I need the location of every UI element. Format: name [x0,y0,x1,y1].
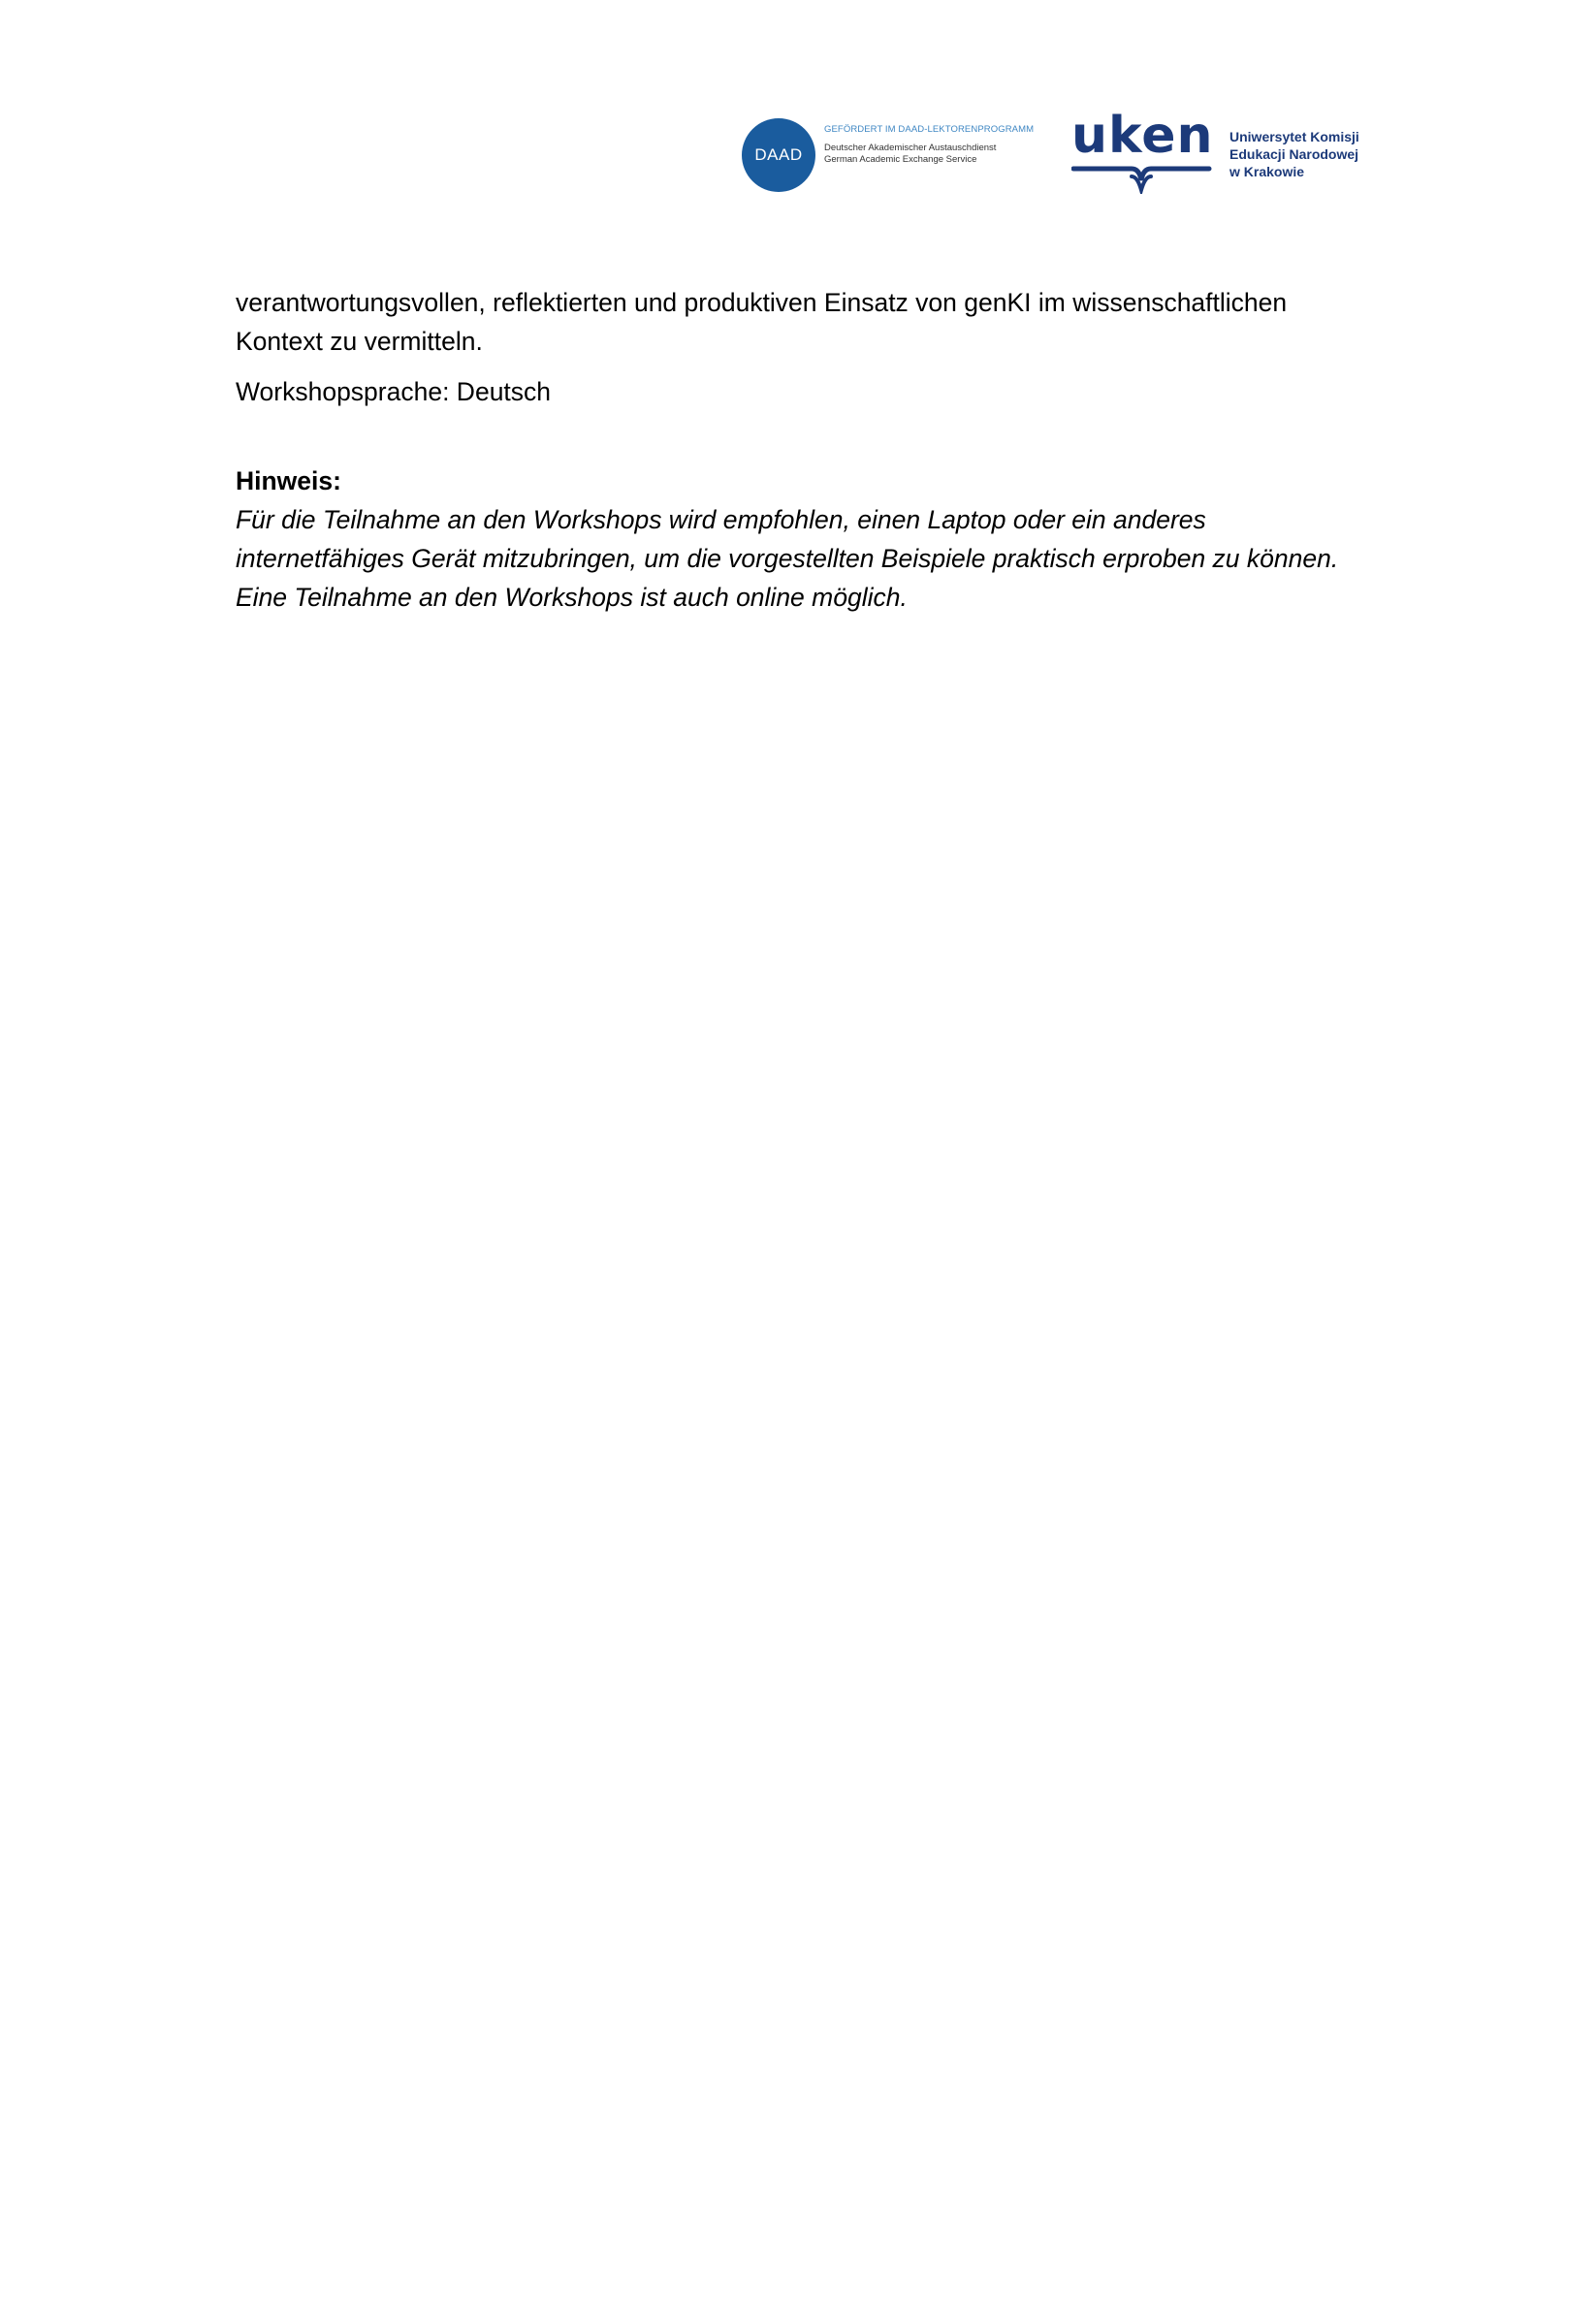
daad-circle-text: DAAD [754,145,803,164]
hint-paragraph [236,500,1389,617]
intro-paragraph [236,283,1389,361]
hint-line-2: internetfähiges Gerät mitzubringen, um die vorgestellten Beispiele praktisch erproben zu können. [236,544,1339,573]
daad-funded-text: GEFÖRDERT IM DAAD-LEKTORENPROGRAMM [824,124,1035,135]
daad-circle-icon [742,118,815,192]
uken-name-line-1: Uniwersytet Komisji [1229,129,1359,144]
uken-wordmark: uken [1071,107,1214,165]
uken-name-block [1229,128,1404,180]
intro-line-2: Kontext zu vermitteln. [236,327,483,356]
intro-line-1: verantwortungsvollen, reflektierten und produktiven Einsatz von genKI im wissenschaftlichen [236,288,1288,317]
hint-line-3: Eine Teilnahme an den Workshops ist auch online möglich. [236,583,908,612]
document-body [236,283,1389,617]
daad-logo [742,118,1035,194]
daad-name-de: Deutscher Akademischer Austauschdienst [824,143,997,153]
workshop-language: Workshopsprache: Deutsch [236,377,552,406]
uken-name-line-3: w Krakowie [1229,164,1305,179]
open-book-icon [1071,163,1212,194]
page-header [742,107,1401,198]
daad-name-en: German Academic Exchange Service [824,154,977,165]
hint-line-1: Für die Teilnahme an den Workshops wird empfohlen, einen Laptop oder ein anderes [236,505,1206,534]
uken-logo [1071,107,1401,198]
hint-title: Hinweis: [236,466,341,495]
daad-text-block [824,124,1035,166]
uken-name-line-2: Edukacji Narodowej [1229,146,1359,162]
